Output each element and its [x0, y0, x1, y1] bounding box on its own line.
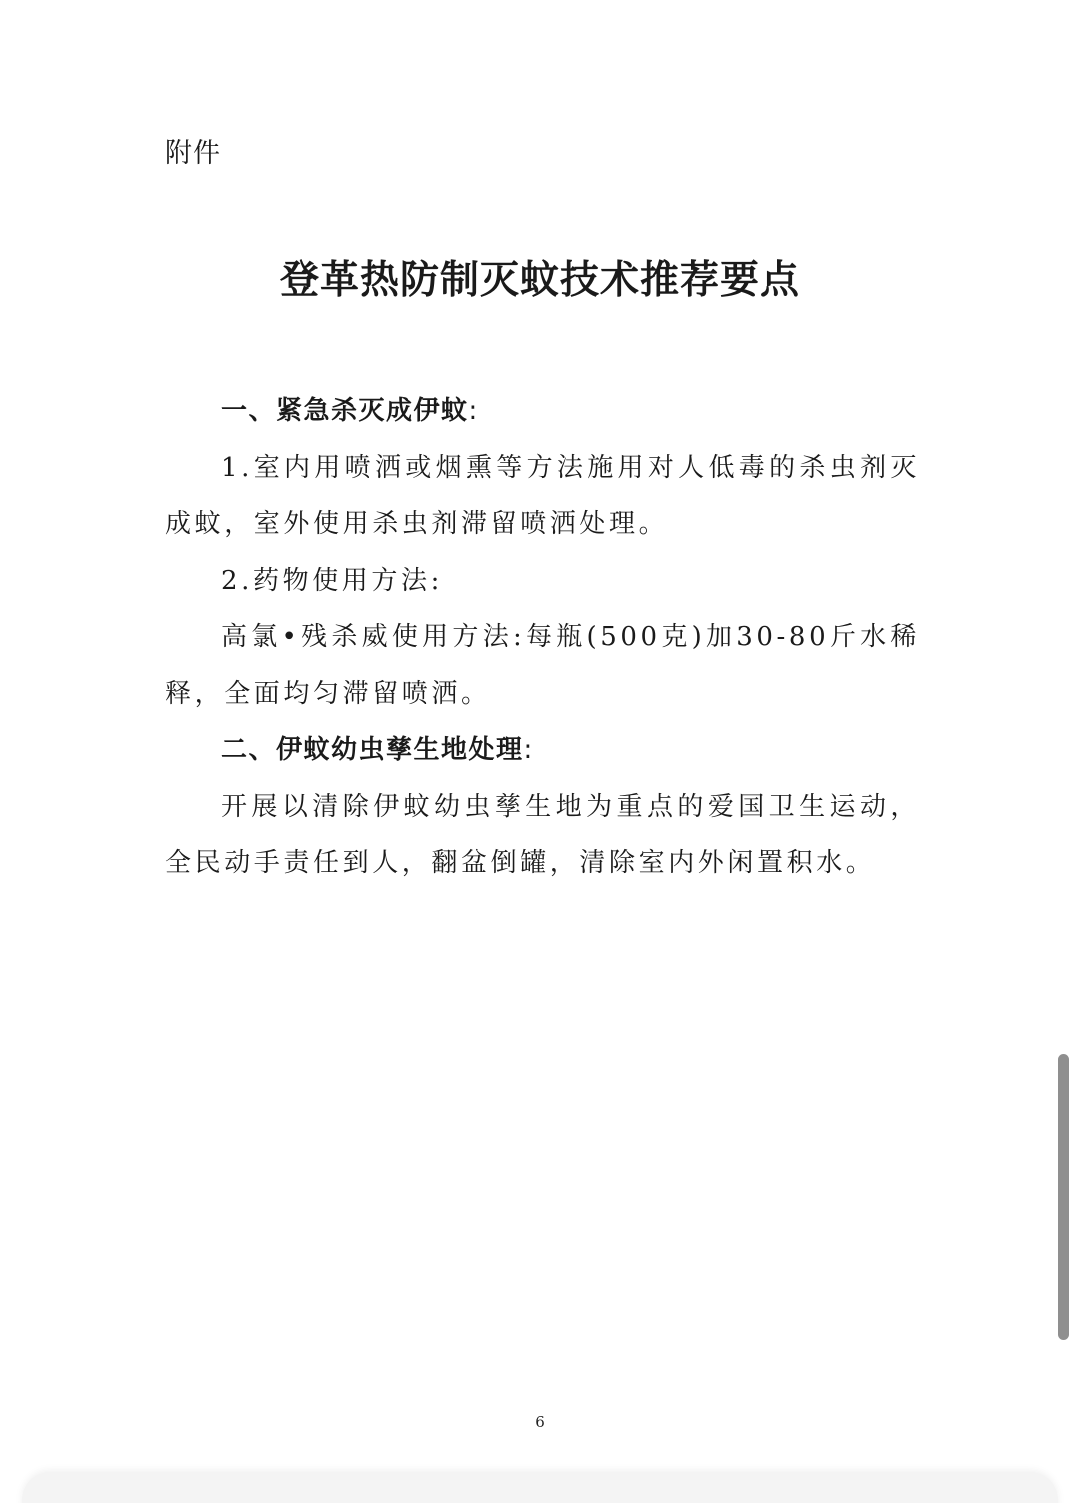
scrollbar-thumb[interactable] [1058, 1054, 1069, 1340]
document-title: 登革热防制灭蚊技术推荐要点 [279, 257, 800, 303]
paragraph-1-3: 高氯•残杀威使用方法:每瓶(500克)加30-80斤水稀释，全面均匀滞留喷洒。 [165, 622, 920, 709]
paragraph-2-1: 开展以清除伊蚊幼虫孳生地为重点的爱国卫生运动，全民动手责任到人，翻盆倒罐，清除室内外闲置积水。 [165, 791, 920, 878]
section-heading-1-text: 一、紧急杀灭成伊蚊 [221, 396, 469, 426]
section-heading-2-text: 二、伊蚊幼虫孳生地处理 [221, 735, 524, 765]
section-heading-1 [165, 383, 920, 440]
section-heading-2 [165, 722, 920, 779]
attachment-label: 附件 [165, 138, 221, 169]
bottom-toolbar-panel[interactable] [22, 1472, 1058, 1503]
paragraph-1-1: 1.室内用喷洒或烟熏等方法施用对人低毒的杀虫剂灭成蚊，室外使用杀虫剂滞留喷洒处理。 [165, 452, 920, 539]
page-number: 6 [535, 1413, 545, 1431]
document-body [165, 383, 920, 892]
paragraph-1-2: 2.药物使用方法: [221, 565, 443, 596]
section-heading-2-colon: : [523, 735, 534, 765]
section-heading-1-colon: : [468, 396, 479, 426]
